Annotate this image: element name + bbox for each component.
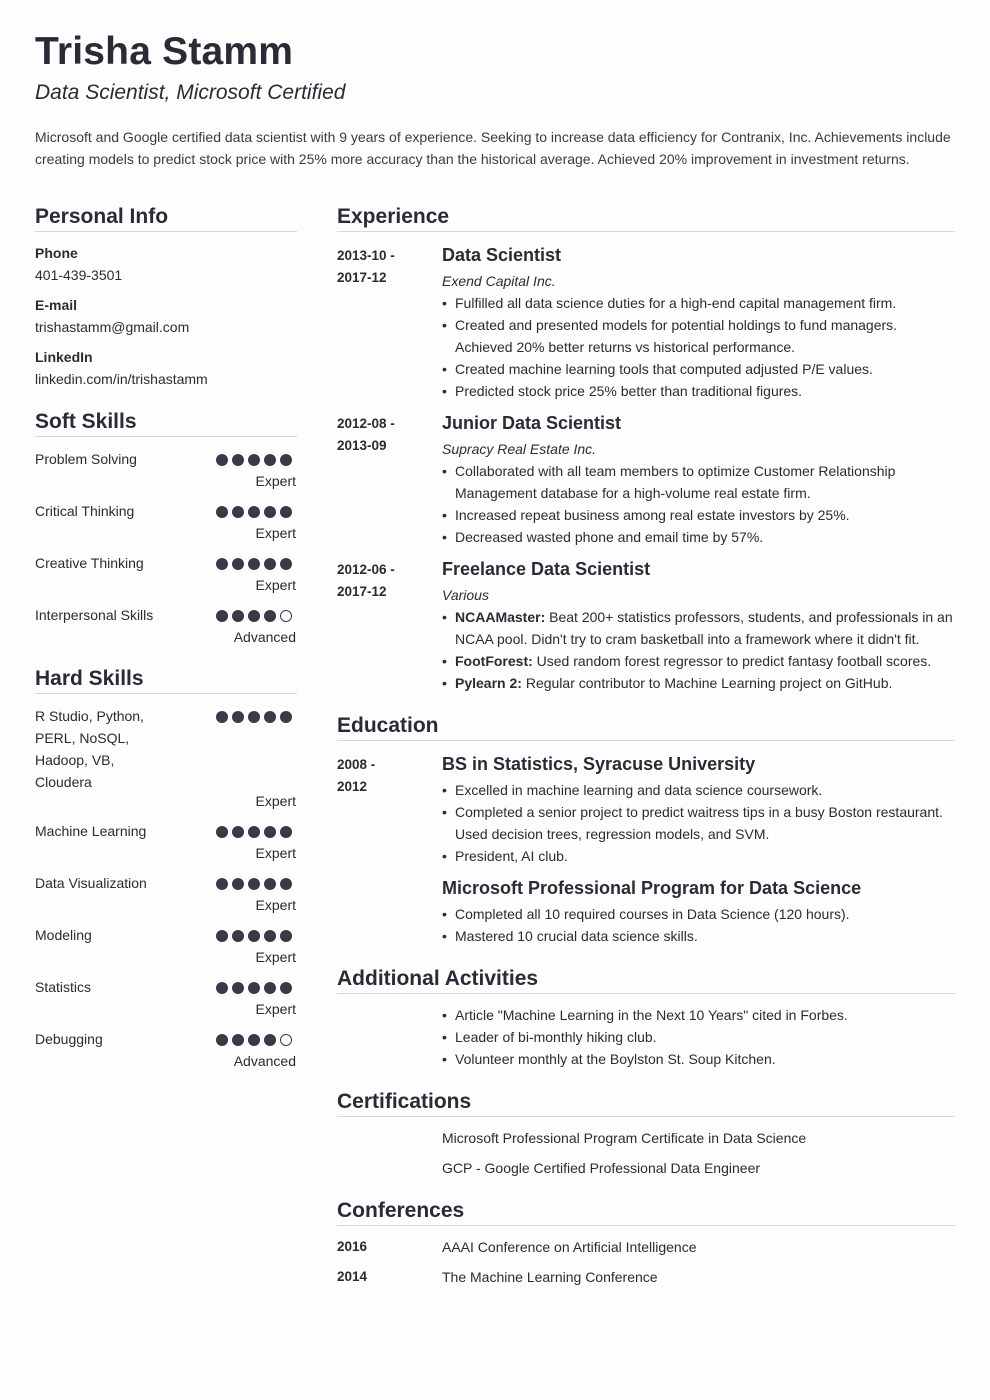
skill-level: Expert (255, 525, 296, 541)
project-description: Regular contributor to Machine Learning project on GitHub. (521, 675, 893, 691)
rating-dot-filled (232, 1034, 244, 1046)
skill-rating (216, 610, 292, 622)
candidate-title: Data Scientist, Microsoft Certified (35, 81, 346, 104)
experience-heading: Experience (337, 205, 450, 228)
rating-dot-filled (264, 610, 276, 622)
list-item: • Created and presented models for potential holdings to fund managers. (442, 314, 957, 336)
rating-dot-filled (216, 711, 228, 723)
phone-value: 401-439-3501 (35, 267, 123, 283)
linkedin-label: LinkedIn (35, 349, 93, 365)
rating-dot-filled (264, 930, 276, 942)
job-date-start: 2012-08 - (337, 416, 395, 431)
job-bullets (442, 606, 962, 694)
rating-dot-filled (216, 558, 228, 570)
rating-dot-filled (232, 930, 244, 942)
skill-name: Problem Solving (35, 451, 137, 467)
rating-dot-filled (248, 454, 260, 466)
skill-rating (216, 982, 292, 994)
skill-name (35, 705, 144, 793)
list-item: • Completed a senior project to predict waitress tips in a busy Boston restaurant. (442, 801, 957, 823)
skill-name-line: Hadoop, VB, (35, 752, 115, 768)
degree-title: BS in Statistics, Syracuse University (442, 754, 756, 774)
skill-level: Expert (255, 845, 296, 861)
skill-level: Expert (255, 949, 296, 965)
list-item: • Fulfilled all data science duties for a high-end capital management firm. (442, 292, 957, 314)
rating-dot-filled (232, 610, 244, 622)
certifications-divider (337, 1116, 955, 1117)
rating-dot-filled (216, 506, 228, 518)
rating-dot-empty (280, 1034, 292, 1046)
job-company: Various (442, 587, 489, 603)
skill-level: Expert (255, 473, 296, 489)
skill-rating (216, 506, 292, 518)
job-date-end: 2013-09 (337, 438, 387, 453)
skill-level: Expert (255, 897, 296, 913)
rating-dot-filled (216, 930, 228, 942)
edu-date-end: 2012 (337, 779, 368, 794)
email-value: trishastamm@gmail.com (35, 319, 190, 335)
rating-dot-filled (232, 826, 244, 838)
list-item (442, 628, 962, 650)
skill-rating (216, 454, 292, 466)
rating-dot-filled (264, 506, 276, 518)
list-item: • Excelled in machine learning and data science coursework. (442, 779, 957, 801)
rating-dot-filled (264, 711, 276, 723)
rating-dot-filled (216, 1034, 228, 1046)
conference-year: 2014 (337, 1269, 368, 1284)
program-title: Microsoft Professional Program for Data Science (442, 878, 862, 898)
personal-info-heading: Personal Info (35, 205, 169, 228)
job-company: Supracy Real Estate Inc. (442, 441, 597, 457)
email-label: E-mail (35, 297, 78, 313)
rating-dot-filled (248, 610, 260, 622)
list-item: • Article "Machine Learning in the Next 10 Years" cited in Forbes. (442, 1004, 957, 1026)
list-item: • Completed all 10 required courses in Data Science (120 hours). (442, 903, 957, 925)
list-item: • Increased repeat business among real estate investors by 25%. (442, 504, 957, 526)
edu-bullets (442, 779, 957, 867)
rating-dot-filled (232, 558, 244, 570)
skill-level: Expert (255, 1001, 296, 1017)
rating-dot-filled (280, 826, 292, 838)
skill-level: Advanced (233, 629, 296, 645)
conference-name: AAAI Conference on Artificial Intelligence (442, 1239, 697, 1255)
rating-dot-filled (248, 826, 260, 838)
rating-dot-filled (280, 711, 292, 723)
skill-name-line: PERL, NoSQL, (35, 730, 130, 746)
list-item: • Mastered 10 crucial data science skills. (442, 925, 957, 947)
rating-dot-filled (248, 878, 260, 890)
job-title: Data Scientist (442, 245, 562, 265)
hard-skills-heading: Hard Skills (35, 667, 144, 690)
list-item: • Decreased wasted phone and email time by 57%. (442, 526, 957, 548)
summary-paragraph: Microsoft and Google certified data scientist with 9 years of experience. Seeking to increase data efficiency for Contranix, Inc. Achievements include creating models to predict stock price with 25% more accuracy than the historical average. Achieved 20% improvement in investment returns. (35, 129, 951, 167)
rating-dot-filled (216, 982, 228, 994)
skill-level: Advanced (233, 1053, 296, 1069)
rating-dot-empty (280, 610, 292, 622)
skill-name: Machine Learning (35, 823, 147, 839)
activities-divider (337, 993, 955, 994)
skill-name-line: R Studio, Python, (35, 708, 144, 724)
list-item: Used decision trees, regression models, and SVM. (455, 826, 770, 842)
rating-dot-filled (232, 454, 244, 466)
skill-name: Critical Thinking (35, 503, 135, 519)
skill-rating (216, 1034, 292, 1046)
rating-dot-filled (264, 982, 276, 994)
rating-dot-filled (232, 878, 244, 890)
list-item: Achieved 20% better returns vs historical performance. (455, 339, 796, 355)
skill-rating (216, 930, 292, 942)
rating-dot-filled (216, 826, 228, 838)
rating-dot-filled (264, 1034, 276, 1046)
certification-item: GCP - Google Certified Professional Data Engineer (442, 1160, 761, 1176)
candidate-name: Trisha Stamm (35, 30, 294, 73)
list-item: Management database for a high-volume real estate firm. (455, 485, 811, 501)
education-heading: Education (337, 714, 439, 737)
conference-year: 2016 (337, 1239, 368, 1254)
conferences-divider (337, 1225, 955, 1226)
hard-skills-divider (35, 693, 297, 694)
rating-dot-filled (232, 982, 244, 994)
rating-dot-filled (248, 506, 260, 518)
activities-bullets (442, 1004, 957, 1070)
project-name: FootForest: (455, 653, 533, 669)
list-item (442, 606, 962, 628)
linkedin-value: linkedin.com/in/trishastamm (35, 371, 208, 387)
certification-item: Microsoft Professional Program Certificate in Data Science (442, 1130, 807, 1146)
skill-name: Statistics (35, 979, 92, 995)
job-bullets (442, 460, 957, 548)
experience-divider (337, 231, 955, 232)
rating-dot-filled (248, 1034, 260, 1046)
rating-dot-filled (280, 982, 292, 994)
personal-info-divider (35, 231, 297, 232)
list-item: • Collaborated with all team members to optimize Customer Relationship (442, 460, 957, 482)
list-item (442, 650, 962, 672)
rating-dot-filled (264, 454, 276, 466)
skill-name: Creative Thinking (35, 555, 144, 571)
list-item: • Created machine learning tools that computed adjusted P/E values. (442, 358, 957, 380)
rating-dot-filled (280, 454, 292, 466)
conferences-heading: Conferences (337, 1199, 465, 1222)
job-bullets (442, 292, 957, 402)
skill-rating (216, 558, 292, 570)
list-item: • Predicted stock price 25% better than traditional figures. (442, 380, 957, 402)
skill-name: Interpersonal Skills (35, 607, 154, 623)
soft-skills-divider (35, 436, 297, 437)
rating-dot-filled (264, 878, 276, 890)
rating-dot-filled (280, 878, 292, 890)
list-item (442, 672, 962, 694)
skill-level: Expert (255, 793, 296, 809)
project-description: Beat 200+ statistics professors, students, and professionals in an (545, 609, 953, 625)
rating-dot-filled (264, 826, 276, 838)
rating-dot-filled (280, 558, 292, 570)
rating-dot-filled (264, 558, 276, 570)
rating-dot-filled (248, 711, 260, 723)
rating-dot-filled (232, 506, 244, 518)
rating-dot-filled (280, 930, 292, 942)
rating-dot-filled (232, 711, 244, 723)
list-item: • President, AI club. (442, 845, 957, 867)
skill-name: Data Visualization (35, 875, 147, 891)
rating-dot-filled (216, 610, 228, 622)
skill-rating (216, 711, 292, 723)
project-name: NCAAMaster: (455, 609, 546, 625)
job-date-end: 2017-12 (337, 584, 387, 599)
soft-skills-heading: Soft Skills (35, 410, 137, 433)
job-company: Exend Capital Inc. (442, 273, 556, 289)
job-title: Junior Data Scientist (442, 413, 622, 433)
list-item: • Volunteer monthly at the Boylston St. Soup Kitchen. (442, 1048, 957, 1070)
skill-level: Expert (255, 577, 296, 593)
rating-dot-filled (216, 454, 228, 466)
edu-date-start: 2008 - (337, 757, 376, 772)
skill-name: Debugging (35, 1031, 103, 1047)
job-date-start: 2012-06 - (337, 562, 395, 577)
edu-bullets (442, 903, 957, 947)
job-date-start: 2013-10 - (337, 248, 395, 263)
list-item: • Leader of bi-monthly hiking club. (442, 1026, 957, 1048)
rating-dot-filled (248, 982, 260, 994)
skill-name: Modeling (35, 927, 92, 943)
project-description: Used random forest regressor to predict fantasy football scores. (532, 653, 932, 669)
conference-name: The Machine Learning Conference (442, 1269, 658, 1285)
job-date-end: 2017-12 (337, 270, 387, 285)
rating-dot-filled (216, 878, 228, 890)
rating-dot-filled (248, 558, 260, 570)
project-description: NCAA pool. Didn't try to cram basketball into a framework where it didn't fit. (455, 631, 920, 647)
skill-rating (216, 878, 292, 890)
project-name: Pylearn 2: (455, 675, 522, 691)
rating-dot-filled (248, 930, 260, 942)
education-divider (337, 740, 955, 741)
skill-name-line: Cloudera (35, 774, 92, 790)
phone-label: Phone (35, 245, 78, 261)
activities-heading: Additional Activities (337, 967, 539, 990)
job-title: Freelance Data Scientist (442, 559, 651, 579)
skill-rating (216, 826, 292, 838)
certifications-heading: Certifications (337, 1090, 472, 1113)
rating-dot-filled (280, 506, 292, 518)
